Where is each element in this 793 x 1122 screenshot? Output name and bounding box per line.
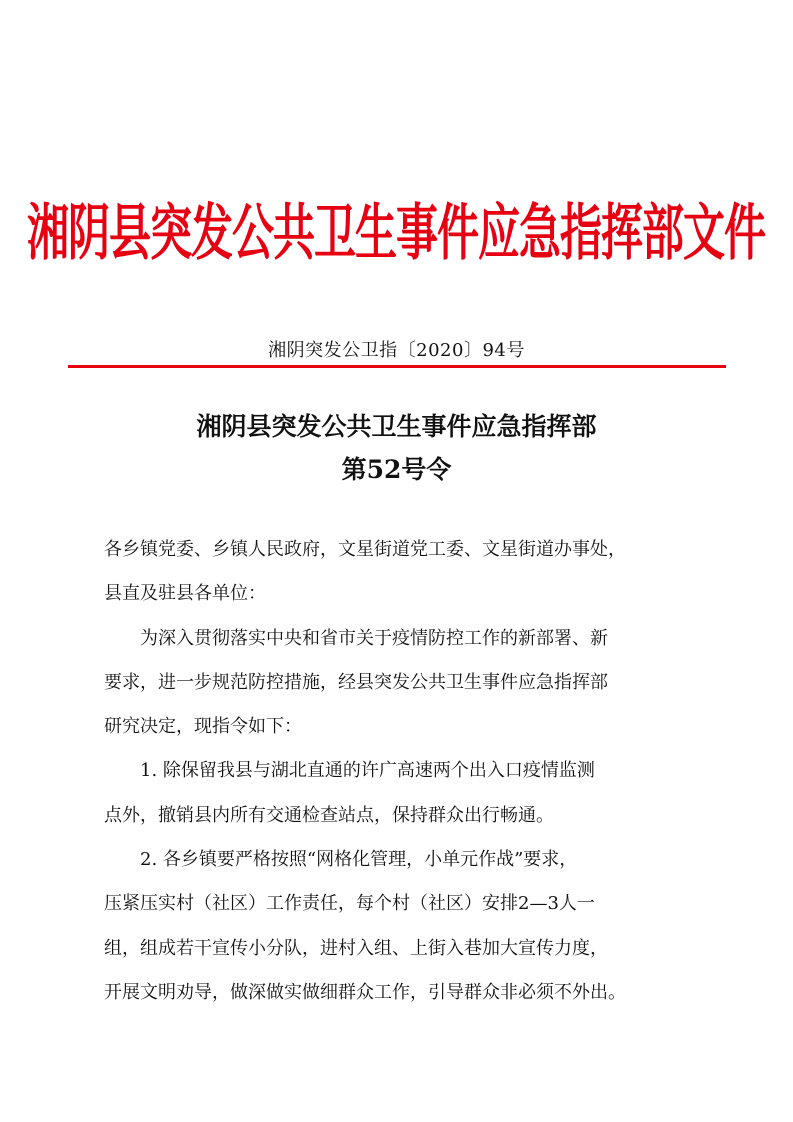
addressee-line: 县直及驻县各单位： — [104, 583, 266, 605]
body-paragraph-line: 点外，撤销县内所有交通检查站点，保持群众出行畅通。 — [104, 804, 554, 826]
body-paragraph-line: 研究决定，现指令如下： — [104, 716, 302, 738]
body-paragraph-line: 要求，进一步规范防控措施，经县突发公共卫生事件应急指挥部 — [104, 671, 608, 693]
body-paragraph-line: 组，组成若干宣传小分队，进村入组、上街入巷加大宣传力度， — [104, 937, 608, 959]
body-paragraph-line: 1. 除保留我县与湖北直通的许广高速两个出入口疫情监测 — [140, 760, 595, 782]
body-paragraph-line: 开展文明劝导，做深做实做细群众工作，引导群众非必须不外出。 — [104, 981, 626, 1003]
document-body — [104, 528, 694, 1015]
body-paragraph-line: 压紧压实村（社区）工作责任，每个村（社区）安排2—3人一 — [104, 893, 595, 915]
red-divider-line — [68, 365, 726, 368]
body-paragraph-line: 2. 各乡镇要严格按照“网格化管理，小单元作战”要求， — [140, 849, 578, 871]
document-banner-title: 湘阴县突发公共卫生事件应急指挥部文件 — [27, 196, 766, 268]
document-number: 湘阴突发公卫指〔2020〕94号 — [268, 340, 525, 361]
body-paragraph-line: 为深入贯彻落实中央和省市关于疫情防控工作的新部署、新 — [140, 627, 608, 649]
order-title: 湘阴县突发公共卫生事件应急指挥部 — [196, 412, 597, 441]
order-number: 第52号令 — [341, 455, 452, 484]
addressee-line: 各乡镇党委、乡镇人民政府，文星街道党工委、文星街道办事处， — [104, 539, 626, 560]
